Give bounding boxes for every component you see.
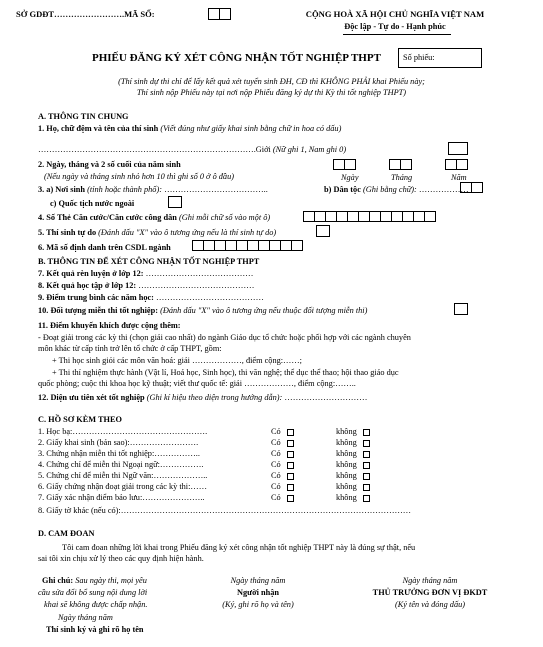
- co-label: Có: [271, 471, 281, 480]
- khong-checkbox[interactable]: [363, 440, 370, 447]
- q9-label: 9. Điểm trung bình các năm học:: [38, 293, 154, 302]
- q5-label: 5. Thí sinh tự do: [38, 228, 97, 237]
- receiver-label: Người nhận: [236, 588, 280, 597]
- q11-line-4: + Thi thí nghiệm thực hành (Vật lí, Hoá học, Sinh học), thi văn nghệ; thể dục thể thao; hội thao giáo dục: [52, 368, 399, 377]
- q12-label: 12. Diện ưu tiên xét tốt nghiệp: [38, 393, 145, 402]
- khong-checkbox[interactable]: [363, 484, 370, 491]
- khong-checkbox[interactable]: [363, 429, 370, 436]
- q4-row: [38, 213, 270, 223]
- co-label: Có: [271, 449, 281, 458]
- motto: Độc lập - Tự do - Hạnh phúc: [344, 22, 446, 31]
- q11-line-5: quốc phòng; cuộc thi khoa học kỹ thuật; viết thư quốc tế: giải ………………, điểm cộng:……..: [38, 379, 356, 388]
- gender-box[interactable]: [448, 142, 468, 155]
- q5-note: (Đánh dấu "X" vào ô tương ứng nếu là thí sinh tự do): [98, 228, 277, 237]
- khong-label: không: [336, 449, 357, 458]
- so-phieu-label: Số phiếu:: [403, 53, 435, 62]
- khong-checkbox[interactable]: [363, 473, 370, 480]
- q1-gender-note: (Nữ ghi 1, Nam ghi 0): [272, 145, 347, 154]
- khong-option[interactable]: [336, 449, 370, 459]
- q11-line-2: môn khác từ cấp tỉnh trở lên tổ chức ở cấp THPT, gồm:: [38, 344, 222, 353]
- co-option[interactable]: [271, 460, 294, 470]
- free-candidate-box[interactable]: [316, 225, 330, 237]
- q9-dots: …………………………………: [156, 293, 264, 302]
- attachment-other: 8. Giấy tờ khác (nếu có):……………………………………………………………………………………………: [38, 506, 412, 515]
- attachment-row: [38, 460, 203, 470]
- co-checkbox[interactable]: [287, 495, 294, 502]
- q7-dots: …………………………………: [145, 269, 254, 278]
- q3b-dots: ………………: [418, 185, 469, 194]
- note-text-2: cầu sửa đổi bổ sung nội dung lời: [38, 588, 148, 597]
- q5-row: [38, 228, 276, 238]
- q3c-label: c) Quốc tịch nước ngoài: [50, 199, 135, 208]
- khong-checkbox[interactable]: [363, 451, 370, 458]
- attachment-label: 1. Học bạ:………………………………………….: [38, 427, 208, 436]
- q12-note: (Ghi kí hiệu theo diện trong hướng dẫn):: [146, 393, 283, 402]
- co-checkbox[interactable]: [287, 451, 294, 458]
- co-checkbox[interactable]: [287, 462, 294, 469]
- khong-label: không: [336, 493, 357, 502]
- co-checkbox[interactable]: [287, 429, 294, 436]
- q7-label: 7. Kết quả rèn luyện ở lớp 12:: [38, 269, 144, 278]
- section-d-heading: D. CAM ĐOAN: [38, 529, 95, 538]
- note-row: [42, 576, 147, 586]
- co-option[interactable]: [271, 438, 294, 448]
- year-label: Năm: [451, 173, 467, 182]
- motto-underline: [343, 34, 451, 35]
- co-checkbox[interactable]: [287, 484, 294, 491]
- attachment-row: [38, 438, 198, 448]
- attachment-label: 6. Giấy chứng nhận đoạt giải trong các kỳ thi:……: [38, 482, 208, 491]
- co-option[interactable]: [271, 449, 294, 459]
- khong-label: không: [336, 427, 357, 436]
- attachment-row: [38, 449, 200, 459]
- khong-label: không: [336, 460, 357, 469]
- co-option[interactable]: [271, 493, 294, 503]
- co-checkbox[interactable]: [287, 440, 294, 447]
- co-label: Có: [271, 493, 281, 502]
- birth-day-boxes[interactable]: [333, 159, 355, 170]
- q1-label: 1. Họ, chữ đệm và tên của thí sinh: [38, 124, 159, 133]
- q3a-label: 3. a) Nơi sinh: [38, 185, 86, 194]
- pledge-line-2: sai tôi xin chịu xử lý theo các quy định hiện hành.: [38, 554, 204, 563]
- co-label: Có: [271, 427, 281, 436]
- khong-option[interactable]: [336, 460, 370, 470]
- attachment-row: [38, 493, 205, 503]
- day-label: Ngày: [341, 173, 359, 182]
- attachment-label: 3. Chứng nhận miễn thi tốt nghiệp:……………..: [38, 449, 200, 458]
- q10-row: [38, 306, 367, 316]
- birth-year-boxes[interactable]: [445, 159, 467, 170]
- note-line-1: (Thí sinh dự thi chỉ để lấy kết quả xét tuyển sinh ĐH, CĐ thì KHÔNG PHẢI khai Phiếu này;: [118, 77, 425, 86]
- month-label: Tháng: [391, 173, 413, 182]
- co-label: Có: [271, 438, 281, 447]
- khong-option[interactable]: [336, 438, 370, 448]
- head-note: (Ký tên và đóng dấu): [394, 600, 466, 609]
- note-text-1: Sau ngày thi, mọi yêu: [75, 576, 147, 585]
- attachment-row: [38, 427, 207, 437]
- q11-line-1: - Đoạt giải trong các kỳ thi (chọn giải cao nhất) do ngành Giáo dục tổ chức hoặc phối hợp với các ngành chuyên: [38, 333, 411, 342]
- attachment-row: [38, 482, 207, 492]
- q3b-note: (Ghi bằng chữ):: [362, 185, 417, 194]
- co-option[interactable]: [271, 471, 294, 481]
- ethnicity-boxes[interactable]: [460, 182, 482, 193]
- attachment-row: [38, 471, 207, 481]
- country-name: CỘNG HOÀ XÃ HỘI CHỦ NGHĨA VIỆT NAM: [305, 9, 485, 19]
- q10-label: 10. Đối tượng miễn thi tốt nghiệp:: [38, 306, 158, 315]
- q2-note: (Nếu ngày và tháng sinh nhỏ hơn 10 thì ghi số 0 ở ô đầu): [44, 172, 234, 181]
- receiver-date: Ngày tháng năm: [230, 576, 286, 585]
- q4-note: (Ghi mỗi chữ số vào một ô): [178, 213, 271, 222]
- q3a-row: [38, 185, 268, 195]
- khong-option[interactable]: [336, 471, 370, 481]
- attachment-label: 5. Chứng chỉ để miễn thi Ngữ văn:………………..: [38, 471, 208, 480]
- receiver-note: (Ký, ghi rõ họ và tên): [222, 600, 294, 609]
- q2-label: 2. Ngày, tháng và 2 số cuối của năm sinh: [38, 160, 181, 169]
- q3b-label: b) Dân tộc: [324, 185, 361, 194]
- so-gddt-label: SỞ GDĐT…………………….MÃ SỐ:: [16, 9, 155, 19]
- q10-note: (Đánh dấu "X" vào ô tương ứng nếu thuộc đối tượng miễn thi): [160, 306, 368, 315]
- co-checkbox[interactable]: [287, 473, 294, 480]
- q4-label: 4. Số Thẻ Căn cước/Căn cước công dân: [38, 213, 177, 222]
- khong-label: không: [336, 438, 357, 447]
- q3a-dots: ………………………………..: [164, 185, 268, 194]
- pledge-line-1: Tôi cam đoan những lời khai trong Phiếu đăng ký xét công nhận tốt nghiệp THPT này là đúng sự thật, nếu: [62, 543, 416, 552]
- head-label: THỦ TRƯỞNG ĐƠN VỊ ĐKDT: [372, 588, 488, 597]
- section-b-heading: B. THÔNG TIN ĐỂ XÉT CÔNG NHẬN TỐT NGHIỆP THPT: [38, 257, 260, 266]
- page-title: PHIẾU ĐĂNG KÝ XÉT CÔNG NHẬN TỐT NGHIỆP THPT: [92, 52, 381, 64]
- attachment-label: 2. Giấy khai sinh (bản sao):…………………….: [38, 438, 199, 447]
- exempt-box[interactable]: [454, 303, 468, 315]
- student-date: Ngày tháng năm: [58, 613, 113, 622]
- khong-checkbox[interactable]: [363, 495, 370, 502]
- attachment-label: 7. Giấy xác nhận điểm bảo lưu:…………………..: [38, 493, 205, 502]
- q11-label: 11. Điểm khuyến khích được cộng thêm:: [38, 321, 181, 330]
- q8-dots: ……………………………………: [138, 281, 255, 290]
- khong-label: không: [336, 482, 357, 491]
- khong-option[interactable]: [336, 493, 370, 503]
- so-phieu-box[interactable]: [398, 48, 482, 68]
- khong-option[interactable]: [336, 427, 370, 437]
- student-id-boxes[interactable]: [192, 240, 302, 251]
- co-option[interactable]: [271, 427, 294, 437]
- khong-checkbox[interactable]: [363, 462, 370, 469]
- q8-label: 8. Kết quả học tập ở lớp 12:: [38, 281, 137, 290]
- note-label: Ghi chú:: [42, 576, 74, 585]
- q12-dots: …………………………: [284, 393, 368, 402]
- q3a-note: (tỉnh hoặc thành phố):: [87, 185, 162, 194]
- co-option[interactable]: [271, 482, 294, 492]
- birth-month-boxes[interactable]: [389, 159, 411, 170]
- khong-label: không: [336, 471, 357, 480]
- attachment-label: 4. Chứng chỉ để miễn thi Ngoại ngữ:…………….: [38, 460, 204, 469]
- q3b-row: [324, 185, 469, 195]
- ma-so-box-2[interactable]: [219, 8, 231, 20]
- co-label: Có: [271, 460, 281, 469]
- q1-gender-row: [38, 145, 346, 155]
- khong-option[interactable]: [336, 482, 370, 492]
- note-line-2: Thí sinh nộp Phiếu này tại nơi nộp Phiếu đăng ký dự thi Kỳ thi tốt nghiệp THPT): [136, 88, 407, 97]
- nationality-box[interactable]: [168, 196, 182, 208]
- q9-row: [38, 293, 264, 303]
- q6-label: 6. Mã số định danh trên CSDL ngành: [38, 243, 171, 252]
- q1-row: [38, 124, 341, 134]
- section-a-heading: A. THÔNG TIN CHUNG: [38, 112, 129, 121]
- q12-row: [38, 393, 367, 403]
- q1-name-dots: …………………………………………………………………….Giới: [38, 145, 271, 154]
- note-text-3: khai sẽ không được chấp nhận.: [44, 600, 148, 609]
- q8-row: [38, 281, 254, 291]
- section-c-heading: C. HỒ SƠ KÈM THEO: [38, 415, 122, 424]
- co-label: Có: [271, 482, 281, 491]
- student-signature-label: Thí sinh ký và ghi rõ họ tên: [46, 625, 144, 634]
- q7-row: [38, 269, 253, 279]
- id-card-boxes[interactable]: [303, 211, 435, 222]
- head-date: Ngày tháng năm: [402, 576, 458, 585]
- q11-line-3: + Thi học sinh giỏi các môn văn hoá: giải ………………, điểm cộng:……;: [52, 356, 302, 365]
- q1-note: (Viết đúng như giấy khai sinh bằng chữ in hoa có dấu): [160, 124, 342, 133]
